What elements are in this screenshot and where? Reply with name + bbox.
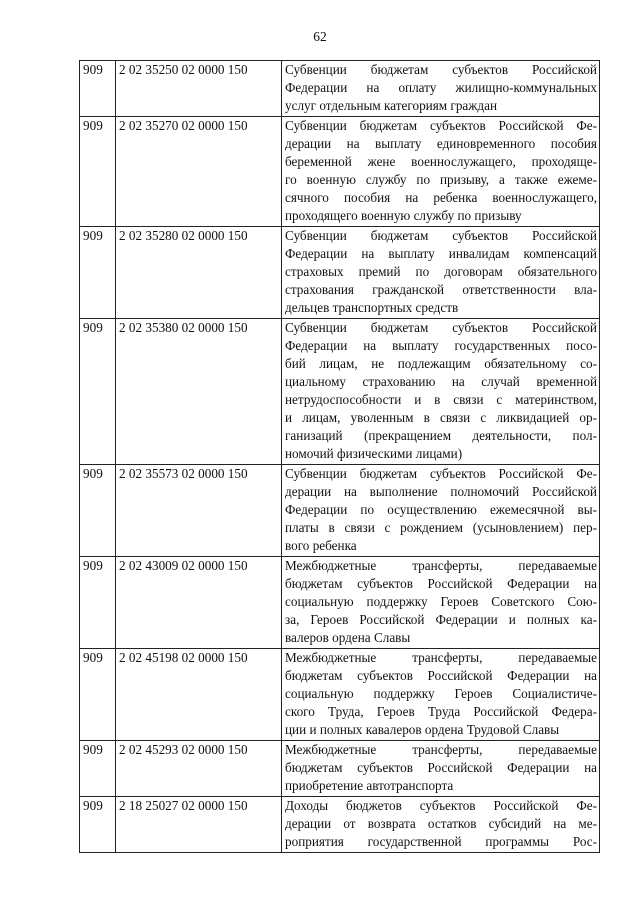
- admin-code-cell: 909: [80, 741, 116, 797]
- admin-code-cell: 909: [80, 557, 116, 649]
- description-line: дерации на выплату единовременного пособия: [285, 136, 597, 151]
- description-line: ции и полных кавалеров ордена Трудовой Славы: [285, 722, 560, 737]
- revenue-description-cell: [282, 227, 600, 319]
- table-row: [80, 117, 600, 227]
- revenue-description-cell: [282, 797, 600, 853]
- admin-code-cell: 909: [80, 797, 116, 853]
- description-line: дерации на выполнение полномочий Российской: [285, 484, 597, 499]
- description-line: вого ребенка: [285, 538, 357, 553]
- admin-code-cell: 909: [80, 649, 116, 741]
- description-line: ского Труда, Героев Труда Российской Федера-: [285, 704, 597, 719]
- description-line: беременной жене военнослужащего, проходяще-: [285, 154, 597, 169]
- description-line: дельцев транспортных средств: [285, 300, 459, 315]
- description-line: ганизаций (прекращением деятельности, пол-: [285, 428, 597, 443]
- description-line: номочий физическими лицами): [285, 446, 463, 461]
- description-line: сячного пособия на ребенка военнослужащего,: [285, 190, 597, 205]
- revenue-description-cell: [282, 117, 600, 227]
- description-line: страхования гражданской ответственности вла-: [285, 282, 597, 297]
- table-row: [80, 465, 600, 557]
- description-line: Субвенции бюджетам субъектов Российской Фе-: [285, 118, 597, 133]
- description-line: Межбюджетные трансферты, передаваемые: [285, 742, 597, 757]
- description-line: Федерации по осуществлению ежемесячной вы-: [285, 502, 597, 517]
- description-line: и лицам, уволенным в связи с ликвидацией ор-: [285, 410, 597, 425]
- table-row: [80, 557, 600, 649]
- description-line: Субвенции бюджетам субъектов Российской: [285, 320, 597, 335]
- description-line: нетрудоспособности и в связи с материнством,: [285, 392, 597, 407]
- description-line: Федерации на выплату государственных посо-: [285, 338, 597, 353]
- description-line: го военную службу по призыву, а также ежеме-: [285, 172, 597, 187]
- budget-code-table: [79, 60, 600, 853]
- table-row: [80, 741, 600, 797]
- revenue-description-cell: [282, 61, 600, 117]
- budget-classification-code-cell: 2 02 43009 02 0000 150: [116, 557, 282, 649]
- description-line: социальную поддержку Героев Советского Сою-: [285, 594, 597, 609]
- revenue-description-cell: [282, 741, 600, 797]
- revenue-description-cell: [282, 557, 600, 649]
- description-line: бюджетам субъектов Российской Федерации на: [285, 760, 597, 775]
- description-line: страховых премий по договорам обязательного: [285, 264, 597, 279]
- revenue-description-cell: [282, 649, 600, 741]
- description-line: приобретение автотранспорта: [285, 778, 454, 793]
- description-line: платы в связи с рождением (усыновлением) пер-: [285, 520, 597, 535]
- description-line: дерации от возврата остатков субсидий на ме-: [285, 816, 597, 831]
- table-row: [80, 649, 600, 741]
- description-line: Межбюджетные трансферты, передаваемые: [285, 650, 597, 665]
- budget-classification-code-cell: 2 02 45293 02 0000 150: [116, 741, 282, 797]
- description-line: бий лицам, не подлежащим обязательному со-: [285, 356, 597, 371]
- description-line: социальную поддержку Героев Социалистиче-: [285, 686, 597, 701]
- description-line: Доходы бюджетов субъектов Российской Фе-: [285, 798, 597, 813]
- description-line: проходящего военную службу по призыву: [285, 208, 522, 223]
- description-line: Субвенции бюджетам субъектов Российской: [285, 62, 597, 77]
- description-line: Межбюджетные трансферты, передаваемые: [285, 558, 597, 573]
- budget-classification-code-cell: 2 02 35280 02 0000 150: [116, 227, 282, 319]
- table-row: [80, 227, 600, 319]
- description-line: циальному страхованию на случай временной: [285, 374, 597, 389]
- description-line: роприятия государственной программы Рос-: [285, 834, 597, 849]
- budget-classification-code-cell: 2 02 35380 02 0000 150: [116, 319, 282, 465]
- description-line: услуг отдельным категориям граждан: [285, 98, 498, 113]
- table-body: [80, 61, 600, 853]
- admin-code-cell: 909: [80, 465, 116, 557]
- description-line: Федерации на выплату инвалидам компенсаций: [285, 246, 597, 261]
- description-line: бюджетам субъектов Российской Федерации на: [285, 668, 597, 683]
- budget-classification-code-cell: 2 02 45198 02 0000 150: [116, 649, 282, 741]
- admin-code-cell: 909: [80, 61, 116, 117]
- description-line: бюджетам субъектов Российской Федерации на: [285, 576, 597, 591]
- table-row: [80, 797, 600, 853]
- table-row: [80, 61, 600, 117]
- description-line: Субвенции бюджетам субъектов Российской Фе-: [285, 466, 597, 481]
- description-line: за, Героев Российской Федерации и полных ка-: [285, 612, 597, 627]
- budget-classification-code-cell: 2 02 35250 02 0000 150: [116, 61, 282, 117]
- description-line: Федерации на оплату жилищно-коммунальных: [285, 80, 597, 95]
- admin-code-cell: 909: [80, 117, 116, 227]
- description-line: Субвенции бюджетам субъектов Российской: [285, 228, 597, 243]
- revenue-description-cell: [282, 465, 600, 557]
- revenue-description-cell: [282, 319, 600, 465]
- table-row: [80, 319, 600, 465]
- budget-classification-code-cell: 2 02 35573 02 0000 150: [116, 465, 282, 557]
- budget-classification-code-cell: 2 02 35270 02 0000 150: [116, 117, 282, 227]
- admin-code-cell: 909: [80, 227, 116, 319]
- page-number: 62: [313, 29, 327, 44]
- admin-code-cell: 909: [80, 319, 116, 465]
- description-line: валеров ордена Славы: [285, 630, 411, 645]
- budget-classification-code-cell: 2 18 25027 02 0000 150: [116, 797, 282, 853]
